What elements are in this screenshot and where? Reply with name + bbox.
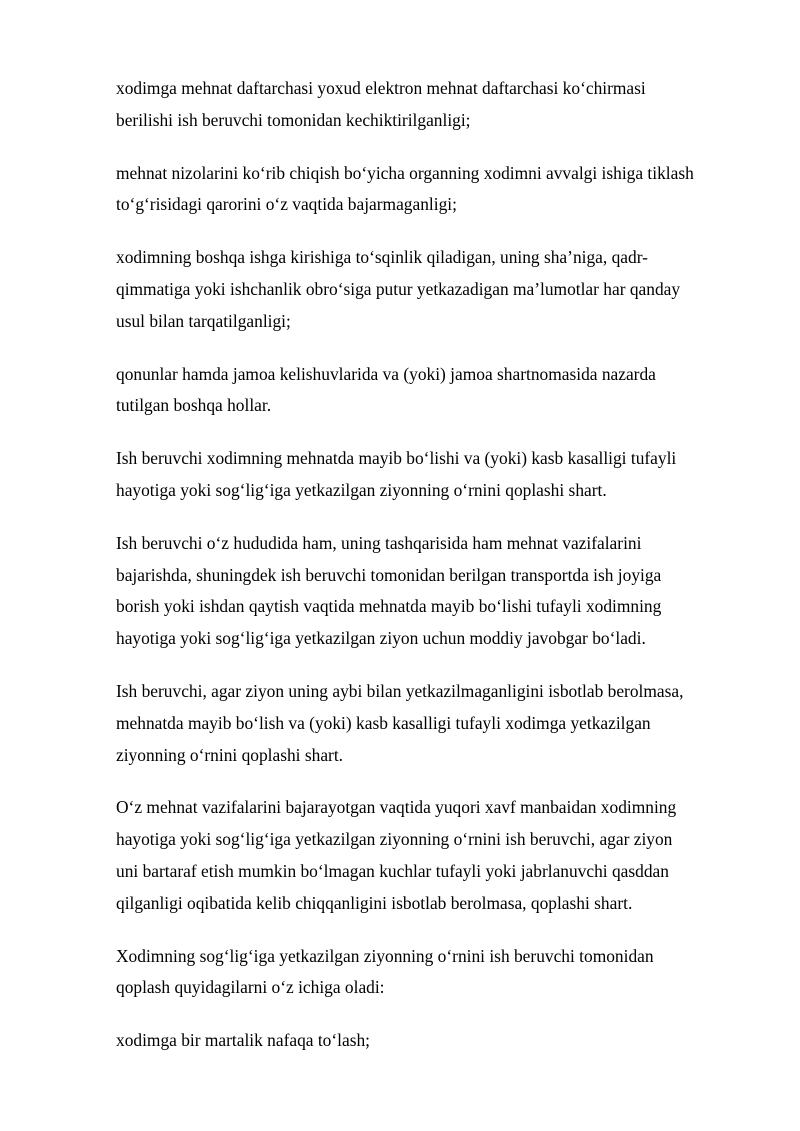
paragraph-10: xodimga bir martalik nafaqa to‘lash; (116, 1030, 371, 1051)
paragraph-4: qonunlar hamda jamoa kelishuvlarida va (yoki) jamoa shartnomasida nazarda tutilgan boshqa hollar. (116, 363, 656, 416)
paragraph-8: O‘z mehnat vazifalarini bajarayotgan vaqtida yuqori xavf manbaidan xodimning hayotiga yoki sog‘lig‘iga yetkazilgan ziyonning o‘rnini ish beruvchi, agar ziyon uni bartaraf etish mumkin bo‘lmagan kuchlar tufayli yoki jabrlanuvchi qasddan qilganligi oqibatida kelib chiqqanligini isbotlab berolmasa, qoplashi shart. (116, 797, 677, 913)
document-body (116, 73, 746, 1078)
paragraph-1: xodimga mehnat daftarchasi yoxud elektron mehnat daftarchasi ko‘chirmasi berilishi ish beruvchi tomonidan kechiktirilganligi; (116, 78, 646, 130)
paragraph-6: Ish beruvchi o‘z hududida ham, uning tashqarisida ham mehnat vazifalarini bajarishda, shuningdek ish beruvchi tomonidan berilgan transportda ish joyiga borish yoki ishdan qaytish vaqtida mehnatda mayib bo‘lishi tufayli xodimning hayotiga yoki sog‘lig‘iga yetkazilgan ziyon uchun moddiy javobgar bo‘ladi. (116, 532, 662, 649)
paragraph-2: mehnat nizolarini ko‘rib chiqish bo‘yicha organning xodimni avvalgi ishiga tiklash to‘g‘risidagi qarorini o‘z vaqtida bajarmaganligi; (116, 162, 694, 215)
paragraph-7: Ish beruvchi, agar ziyon uning aybi bilan yetkazilmaganligini isbotlab berolmasa, mehnatda mayib bo‘lish va (yoki) kasb kasalligi tufayli xodimga yetkazilgan ziyonning o‘rnini qoplashi shart. (116, 680, 684, 765)
paragraph-5: Ish beruvchi xodimning mehnatda mayib bo‘lishi va (yoki) kasb kasalligi tufayli hayotiga yoki sog‘lig‘iga yetkazilgan ziyonning o‘rnini qoplashi shart. (116, 448, 677, 500)
paragraph-3: xodimning boshqa ishga kirishiga to‘sqinlik qiladigan, uning sha’niga, qadr- qimmatiga yoki ishchanlik obro‘siga putur yetkazadigan ma’lumotlar har qanday usul bilan tarqatilganligi; (116, 247, 681, 331)
paragraph-9: Xodimning sog‘lig‘iga yetkazilgan ziyonning o‘rnini ish beruvchi tomonidan qoplash quyidagilarni o‘z ichiga oladi: (116, 945, 654, 998)
